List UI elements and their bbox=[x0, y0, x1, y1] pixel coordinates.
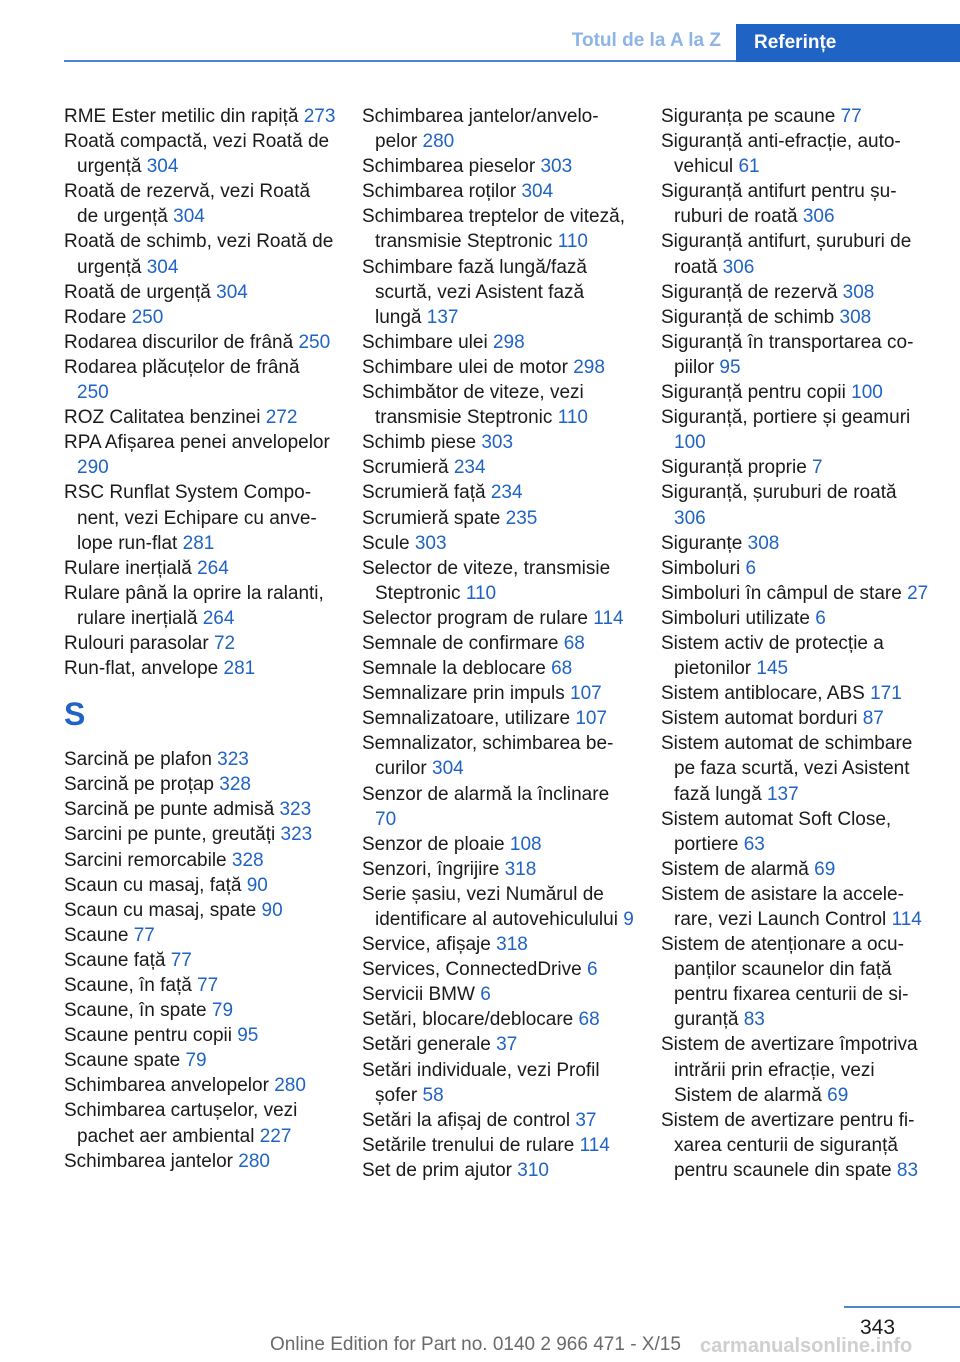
index-term: Scaune bbox=[64, 924, 129, 946]
index-entry bbox=[64, 998, 336, 1023]
index-entry bbox=[661, 932, 933, 1032]
page-reference-link[interactable]: 110 bbox=[465, 582, 497, 604]
index-entry bbox=[64, 1048, 336, 1073]
index-term: Siguranță de rezervă bbox=[661, 281, 838, 303]
index-entry bbox=[362, 1007, 634, 1032]
page-reference-link[interactable]: 114 bbox=[593, 607, 624, 629]
index-term: Sistem automat Soft Close, portiere bbox=[661, 808, 892, 855]
index-term: Schimbare fază lungă/fază scurtă, vezi Asistent fază lungă bbox=[362, 256, 587, 328]
index-entry bbox=[64, 581, 336, 631]
index-term: Scrumieră bbox=[362, 457, 449, 479]
page-reference-link[interactable]: 70 bbox=[375, 808, 397, 830]
index-term: Siguranță pentru copii bbox=[661, 382, 846, 404]
page-reference-link[interactable]: 235 bbox=[505, 507, 538, 529]
index-entry bbox=[362, 1133, 634, 1158]
index-entry bbox=[64, 556, 336, 581]
page-reference-link[interactable]: 304 bbox=[173, 206, 205, 228]
page-reference-link[interactable]: 77 bbox=[133, 924, 155, 946]
index-term: Senzor de ploaie bbox=[362, 833, 505, 855]
index-entry bbox=[661, 1032, 933, 1107]
index-term: Schimbarea treptelor de viteză, transmisie Steptronic bbox=[362, 206, 625, 253]
page-reference-link[interactable]: 6 bbox=[480, 984, 491, 1006]
index-term: Setările trenului de rulare bbox=[362, 1134, 575, 1156]
index-entry bbox=[362, 430, 634, 455]
index-entry bbox=[362, 104, 634, 154]
index-entry bbox=[362, 957, 634, 982]
page-reference-link[interactable]: 79 bbox=[185, 1050, 207, 1072]
page-reference-link[interactable]: 281 bbox=[182, 532, 215, 554]
index-term: Sarcină pe proțap bbox=[64, 774, 214, 796]
page-reference-link[interactable]: 250 bbox=[131, 306, 164, 328]
index-term: Roată de rezervă, vezi Roată de urgență bbox=[64, 181, 311, 228]
index-entry bbox=[64, 179, 336, 229]
page-reference-link[interactable]: 323 bbox=[280, 824, 313, 846]
page-reference-link[interactable]: 61 bbox=[738, 156, 760, 178]
index-term: Siguranță antifurt, șuruburi de roată bbox=[661, 231, 912, 278]
watermark: carmanualsonline.info bbox=[700, 1335, 913, 1357]
page-reference-link[interactable]: 114 bbox=[579, 1134, 610, 1156]
index-term: Rulare inerțială bbox=[64, 557, 192, 579]
index-term: Run-flat, anvelope bbox=[64, 658, 219, 680]
index-term: Scaune pentru copii bbox=[64, 1025, 232, 1047]
page-reference-link[interactable]: 323 bbox=[217, 749, 249, 771]
index-entry bbox=[362, 982, 634, 1007]
page-reference-link[interactable]: 90 bbox=[261, 899, 283, 921]
page-reference-link[interactable]: 250 bbox=[77, 382, 109, 404]
page-reference-link[interactable]: 306 bbox=[674, 507, 706, 529]
index-entry bbox=[362, 731, 634, 781]
index-entry bbox=[661, 455, 933, 480]
index-entry bbox=[362, 882, 634, 932]
page-reference-link[interactable]: 37 bbox=[575, 1109, 597, 1131]
index-term: Setări generale bbox=[362, 1034, 491, 1056]
index-term: Scaune față bbox=[64, 949, 166, 971]
index-term: Sistem de atenționare a ocupanților scaunelor din față pentru fixarea centurii de siguranță bbox=[661, 934, 909, 1031]
index-term: Semnale de confirmare bbox=[362, 632, 559, 654]
index-entry bbox=[661, 706, 933, 731]
page-reference-link[interactable]: 100 bbox=[674, 432, 706, 454]
page-reference-link[interactable]: 90 bbox=[246, 874, 268, 896]
index-term: Schimbător de viteze, vezi transmisie Steptronic bbox=[362, 382, 584, 429]
page-reference-link[interactable]: 280 bbox=[422, 131, 455, 153]
index-entry bbox=[661, 280, 933, 305]
index-term: Scaun cu masaj, spate bbox=[64, 899, 257, 921]
page-reference-link[interactable]: 308 bbox=[842, 281, 875, 303]
page-reference-link[interactable]: 83 bbox=[743, 1009, 765, 1031]
index-entry bbox=[64, 631, 336, 656]
page-reference-link[interactable]: 323 bbox=[279, 799, 312, 821]
page-reference-link[interactable]: 303 bbox=[540, 156, 573, 178]
index-entry bbox=[362, 154, 634, 179]
index-term: Setări, blocare/deblocare bbox=[362, 1009, 574, 1031]
page-reference-link[interactable]: 264 bbox=[202, 607, 235, 629]
index-entry bbox=[661, 556, 933, 581]
index-term: Setări la afișaj de control bbox=[362, 1109, 571, 1131]
index-term: Sarcină pe punte admisă bbox=[64, 799, 275, 821]
index-term: Siguranță de schimb bbox=[661, 306, 835, 328]
index-term: Senzori, îngrijire bbox=[362, 858, 500, 880]
index-entry bbox=[661, 681, 933, 706]
index-term: Selector de viteze, transmisie Steptronic bbox=[362, 557, 611, 604]
page-reference-link[interactable]: 7 bbox=[812, 457, 823, 479]
index-term: Siguranță proprie bbox=[661, 457, 807, 479]
index-term: Rulare până la oprire la ralanti, rulare inerțială bbox=[64, 582, 324, 629]
page-reference-link[interactable]: 306 bbox=[722, 256, 755, 278]
index-entry bbox=[362, 631, 634, 656]
index-term: Scrumieră spate bbox=[362, 507, 501, 529]
index-term: Siguranță antifurt pentru șuruburi de roată bbox=[661, 181, 897, 228]
page-reference-link[interactable]: 6 bbox=[586, 959, 598, 981]
page-reference-link[interactable]: 83 bbox=[896, 1159, 919, 1181]
index-entry bbox=[64, 330, 336, 355]
index-term: Scaun cu masaj, față bbox=[64, 874, 242, 896]
index-term: Semnale la deblocare bbox=[362, 658, 546, 680]
index-entry bbox=[362, 1158, 634, 1183]
page-reference-link[interactable]: 304 bbox=[521, 181, 554, 203]
index-term: Scaune spate bbox=[64, 1050, 181, 1072]
index-entry bbox=[64, 973, 336, 998]
index-term: Roată de urgență bbox=[64, 281, 211, 303]
page-reference-link[interactable]: 310 bbox=[517, 1159, 549, 1181]
footer-rule bbox=[844, 1306, 960, 1308]
page-reference-link[interactable]: 114 bbox=[891, 909, 922, 930]
page-reference-link[interactable]: 77 bbox=[170, 949, 192, 971]
index-entry bbox=[362, 330, 634, 355]
index-term: Schimbarea jantelor/anvelopelor bbox=[362, 106, 599, 153]
index-entry bbox=[64, 923, 336, 948]
index-entry bbox=[362, 255, 634, 330]
index-entry bbox=[64, 355, 336, 405]
index-entry bbox=[661, 129, 933, 179]
index-term: Schimbare ulei bbox=[362, 331, 488, 353]
index-entry bbox=[362, 681, 634, 706]
index-entry bbox=[64, 822, 336, 847]
index-column-2 bbox=[362, 104, 634, 1183]
index-entry bbox=[362, 656, 634, 681]
page-reference-link[interactable]: 272 bbox=[265, 407, 298, 429]
index-term: Scaune, în față bbox=[64, 975, 192, 996]
index-term: Schimbarea anvelopelor bbox=[64, 1075, 269, 1097]
page-reference-link[interactable]: 110 bbox=[557, 231, 588, 253]
page-reference-link[interactable]: 280 bbox=[274, 1075, 306, 1097]
index-entry bbox=[64, 747, 336, 772]
page-reference-link[interactable]: 27 bbox=[907, 582, 929, 604]
page-reference-link[interactable]: 298 bbox=[492, 331, 525, 353]
index-entry bbox=[64, 948, 336, 973]
index-term: Scule bbox=[362, 532, 410, 554]
index-entry bbox=[64, 1023, 336, 1048]
index-entry bbox=[64, 104, 336, 129]
index-term: Schimbarea cartușelor, vezi pachet aer ambiental bbox=[64, 1100, 298, 1147]
page-reference-link[interactable]: 68 bbox=[551, 658, 573, 680]
page-reference-link[interactable]: 234 bbox=[490, 482, 523, 504]
page-reference-link[interactable]: 77 bbox=[840, 106, 862, 127]
page-reference-link[interactable]: 328 bbox=[231, 849, 264, 871]
page-reference-link[interactable]: 77 bbox=[197, 975, 219, 996]
index-entry bbox=[661, 606, 933, 631]
index-term: Sistem de avertizare pentru fixarea centurii de siguranță pentru scaunele din spate bbox=[661, 1109, 915, 1181]
page-reference-link[interactable]: 250 bbox=[298, 331, 331, 353]
index-entry bbox=[362, 857, 634, 882]
index-entry bbox=[64, 873, 336, 898]
index-term: Semnalizator, schimbarea becurilor bbox=[362, 733, 614, 780]
index-term: Schimbare ulei de motor bbox=[362, 356, 568, 378]
page-reference-link[interactable]: 273 bbox=[303, 106, 336, 127]
page-reference-link[interactable]: 304 bbox=[432, 758, 464, 780]
index-entry bbox=[64, 656, 336, 681]
index-term: RME Ester metilic din rapiță bbox=[64, 106, 299, 127]
page-reference-link[interactable]: 95 bbox=[719, 356, 741, 378]
index-entry bbox=[362, 1032, 634, 1057]
index-term: Senzor de alarmă la înclinare bbox=[362, 783, 610, 805]
page-reference-link[interactable]: 304 bbox=[146, 256, 179, 278]
page-reference-link[interactable]: 304 bbox=[216, 281, 248, 303]
page-reference-link[interactable]: 69 bbox=[814, 858, 836, 880]
index-entry bbox=[661, 380, 933, 405]
index-term: Sistem de avertizare împotriva intrării prin efracție, vezi Sistem de alarmă bbox=[661, 1034, 918, 1106]
index-entry bbox=[362, 706, 634, 731]
index-entry bbox=[661, 581, 933, 606]
index-term: Sarcini pe punte, greutăți bbox=[64, 824, 276, 846]
index-entry bbox=[362, 204, 634, 254]
index-entry bbox=[362, 932, 634, 957]
index-entry bbox=[661, 405, 933, 455]
page-reference-link[interactable]: 227 bbox=[259, 1125, 292, 1147]
page-reference-link[interactable]: 145 bbox=[756, 658, 789, 680]
index-entry bbox=[362, 179, 634, 204]
edition-text: Online Edition for Part no. 0140 2 966 471 - X/15 bbox=[270, 1334, 681, 1355]
index-term: Rodarea discurilor de frână bbox=[64, 331, 294, 353]
index-entry bbox=[362, 455, 634, 480]
index-term: Rodare bbox=[64, 306, 127, 328]
index-entry bbox=[64, 1098, 336, 1148]
page-reference-link[interactable]: 68 bbox=[578, 1009, 600, 1031]
page-reference-link[interactable]: 9 bbox=[623, 909, 634, 930]
page-reference-link[interactable]: 304 bbox=[146, 156, 179, 178]
page-reference-link[interactable]: 58 bbox=[422, 1084, 444, 1106]
index-entry bbox=[661, 1108, 933, 1183]
index-entry bbox=[661, 305, 933, 330]
index-term: Schimb piese bbox=[362, 432, 477, 454]
index-entry bbox=[661, 531, 933, 556]
page-reference-link[interactable]: 306 bbox=[802, 206, 835, 228]
index-term: Services, ConnectedDrive bbox=[362, 959, 582, 981]
index-entry bbox=[64, 280, 336, 305]
index-entry bbox=[362, 556, 634, 606]
index-term: Rodarea plăcuțelor de frână bbox=[64, 356, 300, 378]
index-term: Roată compactă, vezi Roată de urgență bbox=[64, 131, 330, 178]
index-term: Serie șasiu, vezi Numărul de identificare al autovehiculului bbox=[362, 883, 618, 930]
index-term: Schimbarea pieselor bbox=[362, 156, 536, 178]
index-term: Simboluri utilizate bbox=[661, 607, 810, 629]
index-entry bbox=[661, 882, 933, 932]
page-reference-link[interactable]: 264 bbox=[197, 557, 229, 579]
index-term: Simboluri în câmpul de stare bbox=[661, 582, 902, 604]
page-reference-link[interactable]: 137 bbox=[766, 783, 799, 805]
index-entry bbox=[661, 330, 933, 380]
index-entry bbox=[64, 1149, 336, 1174]
index-term: Schimbarea jantelor bbox=[64, 1150, 233, 1172]
index-entry bbox=[64, 898, 336, 923]
page-reference-link[interactable]: 107 bbox=[570, 683, 602, 705]
index-term: Sistem activ de protecție a pietonilor bbox=[661, 632, 884, 680]
index-entry bbox=[661, 731, 933, 806]
index-term: Semnalizatoare, utilizare bbox=[362, 708, 571, 730]
index-column-3 bbox=[661, 104, 933, 1183]
index-term: Sistem automat borduri bbox=[661, 708, 858, 730]
page-reference-link[interactable]: 108 bbox=[509, 833, 542, 855]
page-reference-link[interactable]: 303 bbox=[481, 432, 514, 454]
index-column-1 bbox=[64, 104, 336, 1174]
page-reference-link[interactable]: 63 bbox=[743, 833, 765, 855]
page-reference-link[interactable]: 290 bbox=[77, 457, 109, 479]
index-term: Roată de schimb, vezi Roată de urgență bbox=[64, 231, 334, 278]
index-entry bbox=[362, 782, 634, 832]
page-reference-link[interactable]: 69 bbox=[827, 1084, 849, 1106]
index-entry bbox=[64, 430, 336, 480]
index-entry bbox=[661, 104, 933, 129]
section-tab: Referințe bbox=[736, 24, 960, 62]
index-term: RPA Afișarea penei anvelopelor bbox=[64, 432, 330, 454]
index-term: Sarcină pe plafon bbox=[64, 749, 212, 771]
index-entry bbox=[661, 480, 933, 530]
index-entry bbox=[64, 405, 336, 430]
index-entry bbox=[362, 832, 634, 857]
index-entry bbox=[661, 631, 933, 681]
index-term: RSC Runflat System Component, vezi Echipare cu anvelope run-flat bbox=[64, 482, 317, 554]
index-term: Siguranță în transportarea copiilor bbox=[661, 331, 914, 378]
index-entry bbox=[362, 1058, 634, 1108]
index-entry bbox=[64, 229, 336, 279]
page-reference-link[interactable]: 171 bbox=[870, 683, 902, 705]
index-letter-heading: S bbox=[64, 696, 86, 733]
index-term: Scrumieră față bbox=[362, 482, 486, 504]
index-term: Setări individuale, vezi Profil șofer bbox=[362, 1059, 600, 1106]
index-term: Rulouri parasolar bbox=[64, 632, 209, 654]
index-term: Siguranță anti-efracție, autovehicul bbox=[661, 131, 901, 178]
index-term: Selector program de rulare bbox=[362, 607, 588, 629]
index-entry bbox=[362, 380, 634, 430]
index-term: Siguranță, portiere și geamuri bbox=[661, 407, 911, 429]
page-reference-link[interactable]: 280 bbox=[238, 1150, 270, 1172]
page-reference-link[interactable]: 298 bbox=[573, 356, 605, 378]
page-reference-link[interactable]: 318 bbox=[496, 934, 528, 956]
index-term: Servicii BMW bbox=[362, 984, 475, 1006]
page-reference-link[interactable]: 79 bbox=[211, 1000, 234, 1022]
index-term: Siguranțe bbox=[661, 532, 743, 554]
index-term: Simboluri bbox=[661, 557, 741, 579]
index-term: Sistem antiblocare, ABS bbox=[661, 683, 865, 705]
page-reference-link[interactable]: 110 bbox=[557, 407, 588, 429]
index-entry bbox=[661, 229, 933, 279]
index-term: Service, afișaje bbox=[362, 934, 491, 956]
index-term: ROZ Calitatea benzinei bbox=[64, 407, 261, 429]
page-reference-link[interactable]: 308 bbox=[839, 306, 872, 328]
index-entry bbox=[661, 179, 933, 229]
page-number: 343 bbox=[860, 1316, 896, 1339]
index-term: Sistem de alarmă bbox=[661, 858, 809, 880]
index-term: Scaune, în spate bbox=[64, 1000, 207, 1022]
index-entry bbox=[362, 480, 634, 505]
page-reference-link[interactable]: 328 bbox=[219, 774, 251, 796]
index-entry bbox=[64, 772, 336, 797]
section-title: Totul de la A la Z bbox=[571, 30, 721, 51]
page-reference-link[interactable]: 137 bbox=[426, 306, 459, 328]
index-entry bbox=[64, 305, 336, 330]
index-entry bbox=[64, 797, 336, 822]
page-reference-link[interactable]: 281 bbox=[223, 658, 256, 680]
index-term: Schimbarea roților bbox=[362, 181, 517, 203]
page-reference-link[interactable]: 87 bbox=[862, 708, 884, 730]
index-entry bbox=[362, 506, 634, 531]
page-reference-link[interactable]: 6 bbox=[745, 557, 757, 579]
index-term: Siguranța pe scaune bbox=[661, 106, 836, 127]
page-reference-link[interactable]: 234 bbox=[453, 457, 486, 479]
index-entry bbox=[362, 1108, 634, 1133]
index-term: Semnalizare prin impuls bbox=[362, 683, 565, 705]
page-reference-link[interactable]: 100 bbox=[851, 382, 883, 404]
index-term: Set de prim ajutor bbox=[362, 1159, 512, 1181]
page-reference-link[interactable]: 95 bbox=[237, 1025, 259, 1047]
index-entry bbox=[64, 848, 336, 873]
page-reference-link[interactable]: 37 bbox=[496, 1034, 518, 1056]
index-entry bbox=[64, 1073, 336, 1098]
index-entry bbox=[362, 355, 634, 380]
index-entry bbox=[661, 857, 933, 882]
index-term: Sistem de asistare la accelerare, vezi Launch Control bbox=[661, 883, 904, 930]
index-term: Siguranță, șuruburi de roată bbox=[661, 482, 897, 504]
page-reference-link[interactable]: 68 bbox=[563, 632, 585, 654]
index-term: Sarcini remorcabile bbox=[64, 849, 227, 871]
page-reference-link[interactable]: 72 bbox=[213, 632, 236, 654]
index-entry bbox=[64, 129, 336, 179]
page-reference-link[interactable]: 303 bbox=[414, 532, 447, 554]
index-term: Sistem automat de schimbare pe faza scurtă, vezi Asistent fază lungă bbox=[661, 733, 913, 805]
index-entry bbox=[64, 480, 336, 555]
page-reference-link[interactable]: 107 bbox=[575, 708, 608, 730]
page-reference-link[interactable]: 6 bbox=[815, 607, 826, 629]
index-entry bbox=[362, 606, 634, 631]
page-reference-link[interactable]: 308 bbox=[747, 532, 780, 554]
index-entry bbox=[661, 807, 933, 857]
index-entry bbox=[362, 531, 634, 556]
page-reference-link[interactable]: 318 bbox=[504, 858, 537, 880]
